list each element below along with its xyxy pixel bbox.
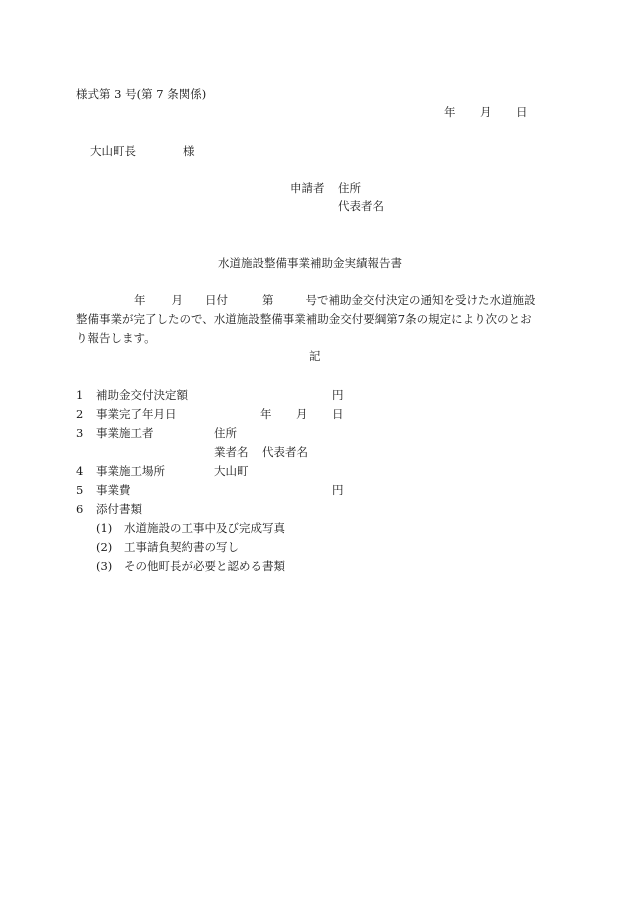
item-company: 業者名 bbox=[214, 445, 249, 459]
document-title: 水道施設整備事業補助金実績報告書 bbox=[218, 256, 402, 270]
item-label: 添付書類 bbox=[96, 502, 142, 516]
item-day: 日 bbox=[332, 407, 344, 421]
addressee-honorific: 様 bbox=[183, 144, 195, 158]
item-num: 4 bbox=[76, 464, 84, 478]
item-yen: 円 bbox=[332, 483, 344, 497]
body-dai: 第 bbox=[262, 293, 274, 307]
body-month: 月 bbox=[171, 293, 183, 307]
item-label: 補助金交付決定額 bbox=[96, 388, 188, 402]
ki-label: 記 bbox=[309, 349, 321, 363]
applicant-label: 申請者 bbox=[290, 181, 325, 195]
list-item bbox=[76, 387, 83, 403]
date-year: 年 bbox=[444, 105, 456, 119]
body-line-2: 整備事業が完了したので、水道施設整備事業補助金交付要綱第7条の規定により次のとお bbox=[76, 312, 532, 326]
item-rep: 代表者名 bbox=[262, 445, 308, 459]
body-day: 日付 bbox=[205, 293, 228, 307]
item-place: 大山町 bbox=[214, 464, 249, 478]
item-year: 年 bbox=[260, 407, 272, 421]
item-label: 事業費 bbox=[96, 483, 131, 497]
attachment-text: 工事請負契約書の写し bbox=[124, 540, 239, 554]
applicant-rep-label: 代表者名 bbox=[338, 199, 384, 213]
body-line-1 bbox=[76, 291, 566, 310]
attachment-num: (1) bbox=[96, 521, 113, 535]
item-label: 事業施工者 bbox=[96, 426, 154, 440]
attachment-num: (3) bbox=[96, 559, 113, 573]
item-address: 住所 bbox=[214, 426, 237, 440]
item-num: 5 bbox=[76, 483, 84, 497]
item-yen: 円 bbox=[332, 388, 344, 402]
body-paragraph bbox=[76, 291, 566, 348]
item-num: 6 bbox=[76, 502, 84, 516]
item-label: 事業施工場所 bbox=[96, 464, 165, 478]
attachment-text: その他町長が必要と認める書類 bbox=[124, 559, 285, 573]
item-month: 月 bbox=[296, 407, 308, 421]
date-day: 日 bbox=[516, 105, 528, 119]
date-month: 月 bbox=[480, 105, 492, 119]
body-line-3: り報告します。 bbox=[76, 331, 156, 345]
item-num: 2 bbox=[76, 407, 84, 421]
body-year: 年 bbox=[134, 293, 146, 307]
attachment-num: (2) bbox=[96, 540, 113, 554]
item-num: 3 bbox=[76, 426, 84, 440]
addressee-name: 大山町長 bbox=[90, 144, 136, 158]
body-line1-rest: 号で補助金交付決定の通知を受けた水道施設 bbox=[305, 293, 536, 307]
attachment-text: 水道施設の工事中及び完成写真 bbox=[124, 521, 285, 535]
applicant-address-label: 住所 bbox=[338, 181, 361, 195]
item-num: 1 bbox=[76, 388, 84, 402]
form-label: 様式第 3 号(第 7 条関係) bbox=[76, 87, 207, 101]
item-label: 事業完了年月日 bbox=[96, 407, 177, 421]
